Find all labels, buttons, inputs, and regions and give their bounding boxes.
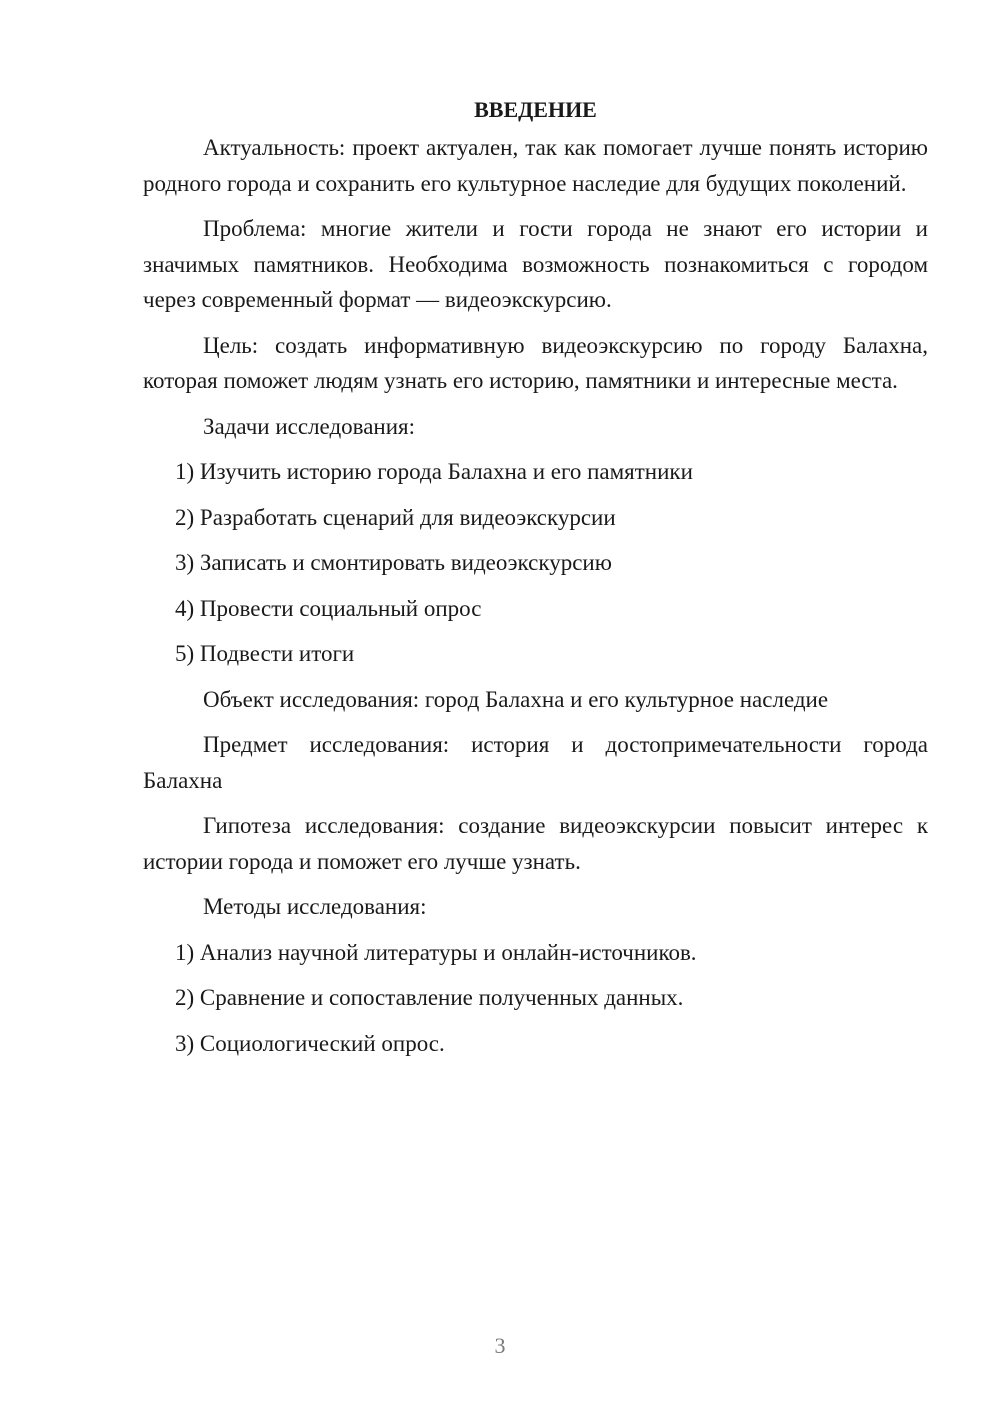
tasks-list <box>143 454 928 672</box>
tasks-heading: Задачи исследования: <box>203 413 416 439</box>
goal-paragraph: Цель: создать информативную видеоэкскурсию по городу Балахна, которая поможет людям узнать его историю, памятники и интересные места. <box>143 332 928 393</box>
object-paragraph: Объект исследования: город Балахна и его культурное наследие <box>203 686 829 712</box>
task-item: 4) Провести социальный опрос <box>175 595 482 621</box>
methods-heading: Методы исследования: <box>203 894 427 919</box>
page-content <box>143 92 928 1071</box>
relevance-paragraph: Актуальность: проект актуален, так как помогает лучше понять историю родного города и сохранить его культурное наследие для будущих поколений. <box>143 135 928 196</box>
task-item: 3) Записать и смонтировать видеоэкскурсию <box>175 550 612 575</box>
page-number: 3 <box>494 1333 506 1358</box>
task-item: 1) Изучить историю города Балахна и его памятники <box>175 459 693 484</box>
methods-list <box>143 935 928 1062</box>
method-item: 1) Анализ научной литературы и онлайн-источников. <box>175 939 697 965</box>
method-item: 2) Сравнение и сопоставление полученных данных. <box>175 985 684 1010</box>
section-title: ВВЕДЕНИЕ <box>474 97 597 122</box>
hypothesis-paragraph: Гипотеза исследования: создание видеоэкскурсии повысит интерес к истории города и поможет его лучше узнать. <box>143 813 928 874</box>
subject-paragraph: Предмет исследования: история и достопримечательности города Балахна <box>143 732 928 793</box>
method-item: 3) Социологический опрос. <box>175 1030 445 1056</box>
problem-paragraph: Проблема: многие жители и гости города не знают его истории и значимых памятников. Необходима возможность познакомиться с городом через современный формат — видеоэкскурсию. <box>143 216 928 312</box>
task-item: 2) Разработать сценарий для видеоэкскурсии <box>175 504 616 530</box>
task-item: 5) Подвести итоги <box>175 641 355 666</box>
